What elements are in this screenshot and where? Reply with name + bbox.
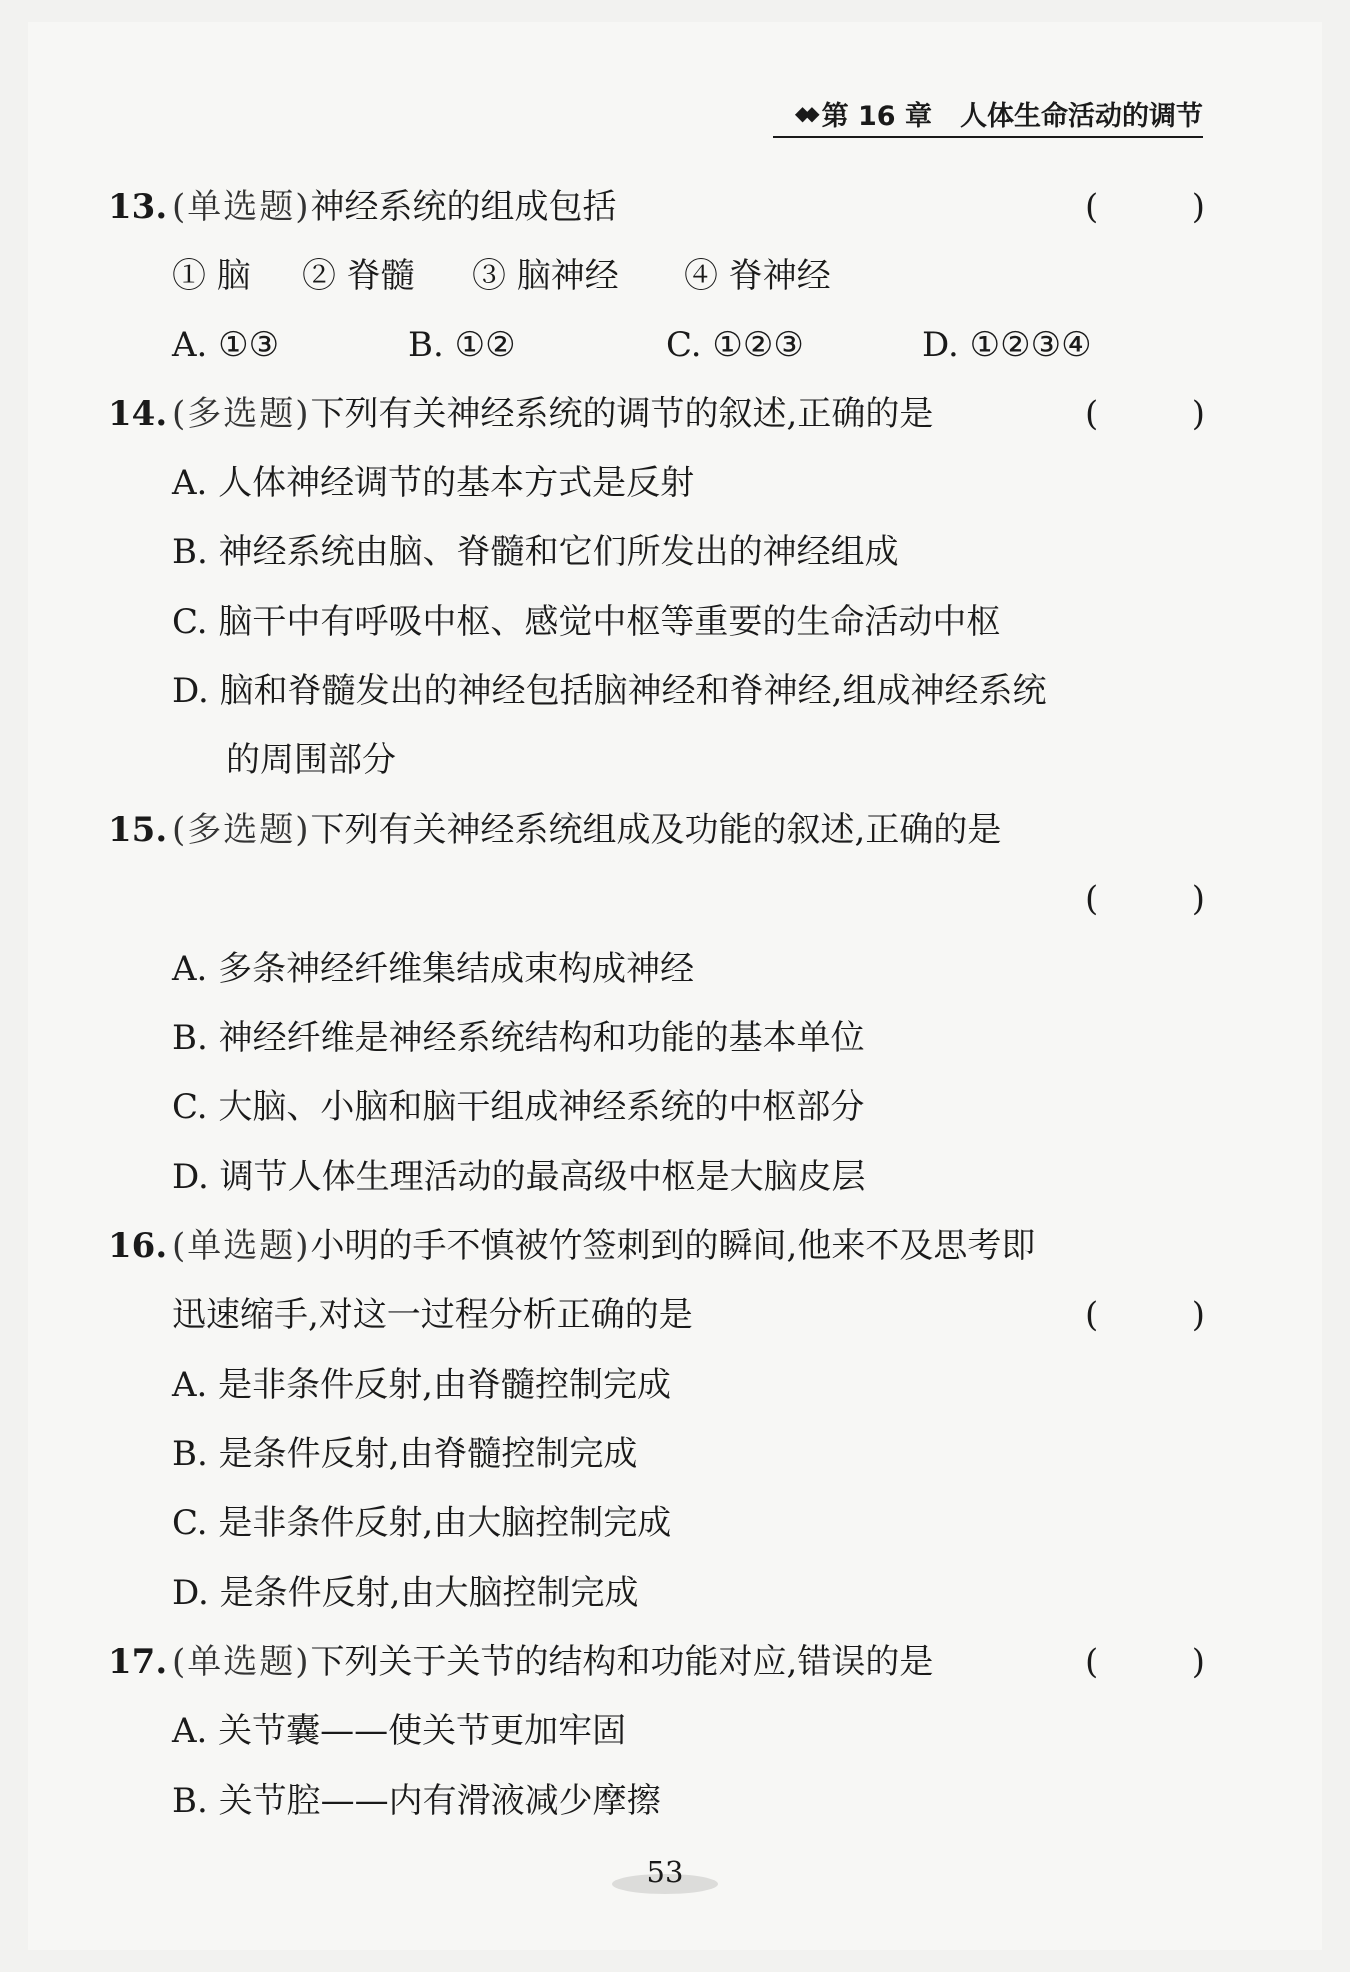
answer-paren-close: )	[1191, 1295, 1205, 1335]
item-list	[172, 252, 831, 300]
option-d[interactable]: D. 是条件反射,由大脑控制完成	[172, 1573, 639, 1613]
answer-paren-open: (	[1085, 187, 1099, 227]
answer-paren-open: (	[1085, 1642, 1099, 1682]
answer-paren-close: )	[1191, 1642, 1205, 1682]
question-type: (单选题)	[172, 1642, 311, 1682]
answer-paren-close: )	[1191, 879, 1205, 919]
option-b[interactable]: B. 关节腔——内有滑液减少摩擦	[172, 1781, 661, 1821]
question-text: 下列关于关节的结构和功能对应,错误的是	[310, 1642, 934, 1682]
question-stem	[172, 806, 1001, 854]
question-stem	[172, 183, 617, 231]
question-text: 小明的手不慎被竹签刺到的瞬间,他来不及思考即	[310, 1226, 1036, 1266]
question-type: (单选题)	[172, 1226, 311, 1266]
header-rule	[773, 136, 1203, 138]
question-stem	[172, 1222, 1035, 1270]
answer-blank[interactable]	[1085, 1638, 1205, 1686]
option-a[interactable]: A. 关节囊——使关节更加牢固	[172, 1711, 627, 1751]
answer-paren-open: (	[1085, 879, 1099, 919]
question-text: 下列有关神经系统组成及功能的叙述,正确的是	[310, 810, 1002, 850]
answer-blank[interactable]	[1085, 390, 1205, 438]
option-a[interactable]: A. ①③	[172, 325, 280, 365]
option-c[interactable]: C. ①②③	[666, 325, 804, 365]
option-c[interactable]: C. 是非条件反射,由大脑控制完成	[172, 1503, 672, 1543]
answer-paren-open: (	[1085, 1295, 1099, 1335]
diamond-marker-icon: ◆◆	[794, 101, 814, 125]
chapter-number: 第 16 章	[821, 100, 932, 132]
option-d-continuation: 的周围部分	[226, 740, 396, 780]
question-number: 13.	[108, 187, 168, 227]
option-b[interactable]: B. ①②	[408, 325, 516, 365]
chapter-header	[773, 92, 1203, 134]
answer-paren-close: )	[1191, 394, 1205, 434]
option-a[interactable]: A. 是非条件反射,由脊髓控制完成	[172, 1365, 671, 1405]
option-row	[172, 321, 1092, 369]
question-type: (多选题)	[172, 394, 311, 434]
answer-paren-close: )	[1191, 187, 1205, 227]
list-item: ④ 脊神经	[684, 256, 831, 296]
option-c[interactable]: C. 脑干中有呼吸中枢、感觉中枢等重要的生命活动中枢	[172, 602, 1001, 642]
question-stem-continuation: 迅速缩手,对这一过程分析正确的是	[172, 1295, 693, 1335]
question-number: 16.	[108, 1226, 168, 1266]
answer-blank[interactable]	[1085, 875, 1205, 923]
option-d[interactable]: D. 脑和脊髓发出的神经包括脑神经和脊神经,组成神经系统	[172, 671, 1047, 711]
option-b[interactable]: B. 是条件反射,由脊髓控制完成	[172, 1434, 638, 1474]
option-d[interactable]: D. ①②③④	[922, 325, 1092, 365]
list-item: ③ 脑神经	[472, 256, 619, 296]
option-c[interactable]: C. 大脑、小脑和脑干组成神经系统的中枢部分	[172, 1087, 865, 1127]
chapter-title: 人体生命活动的调节	[960, 100, 1203, 132]
list-item: ② 脊髓	[302, 256, 415, 296]
question-number: 17.	[108, 1642, 168, 1682]
option-b[interactable]: B. 神经系统由脑、脊髓和它们所发出的神经组成	[172, 532, 899, 572]
question-text: 神经系统的组成包括	[310, 187, 617, 227]
question-stem	[172, 390, 933, 438]
question-number: 15.	[108, 810, 168, 850]
option-b[interactable]: B. 神经纤维是神经系统结构和功能的基本单位	[172, 1018, 865, 1058]
option-a[interactable]: A. 人体神经调节的基本方式是反射	[172, 463, 695, 503]
option-d[interactable]: D. 调节人体生理活动的最高级中枢是大脑皮层	[172, 1157, 866, 1197]
list-item: ① 脑	[172, 256, 251, 296]
question-type: (单选题)	[172, 187, 311, 227]
question-type: (多选题)	[172, 810, 311, 850]
question-text: 下列有关神经系统的调节的叙述,正确的是	[310, 394, 934, 434]
option-a[interactable]: A. 多条神经纤维集结成束构成神经	[172, 949, 695, 989]
question-stem	[172, 1638, 933, 1686]
answer-blank[interactable]	[1085, 1291, 1205, 1339]
page-number: 53	[646, 1855, 684, 1889]
answer-blank[interactable]	[1085, 183, 1205, 231]
answer-paren-open: (	[1085, 394, 1099, 434]
question-number: 14.	[108, 394, 168, 434]
